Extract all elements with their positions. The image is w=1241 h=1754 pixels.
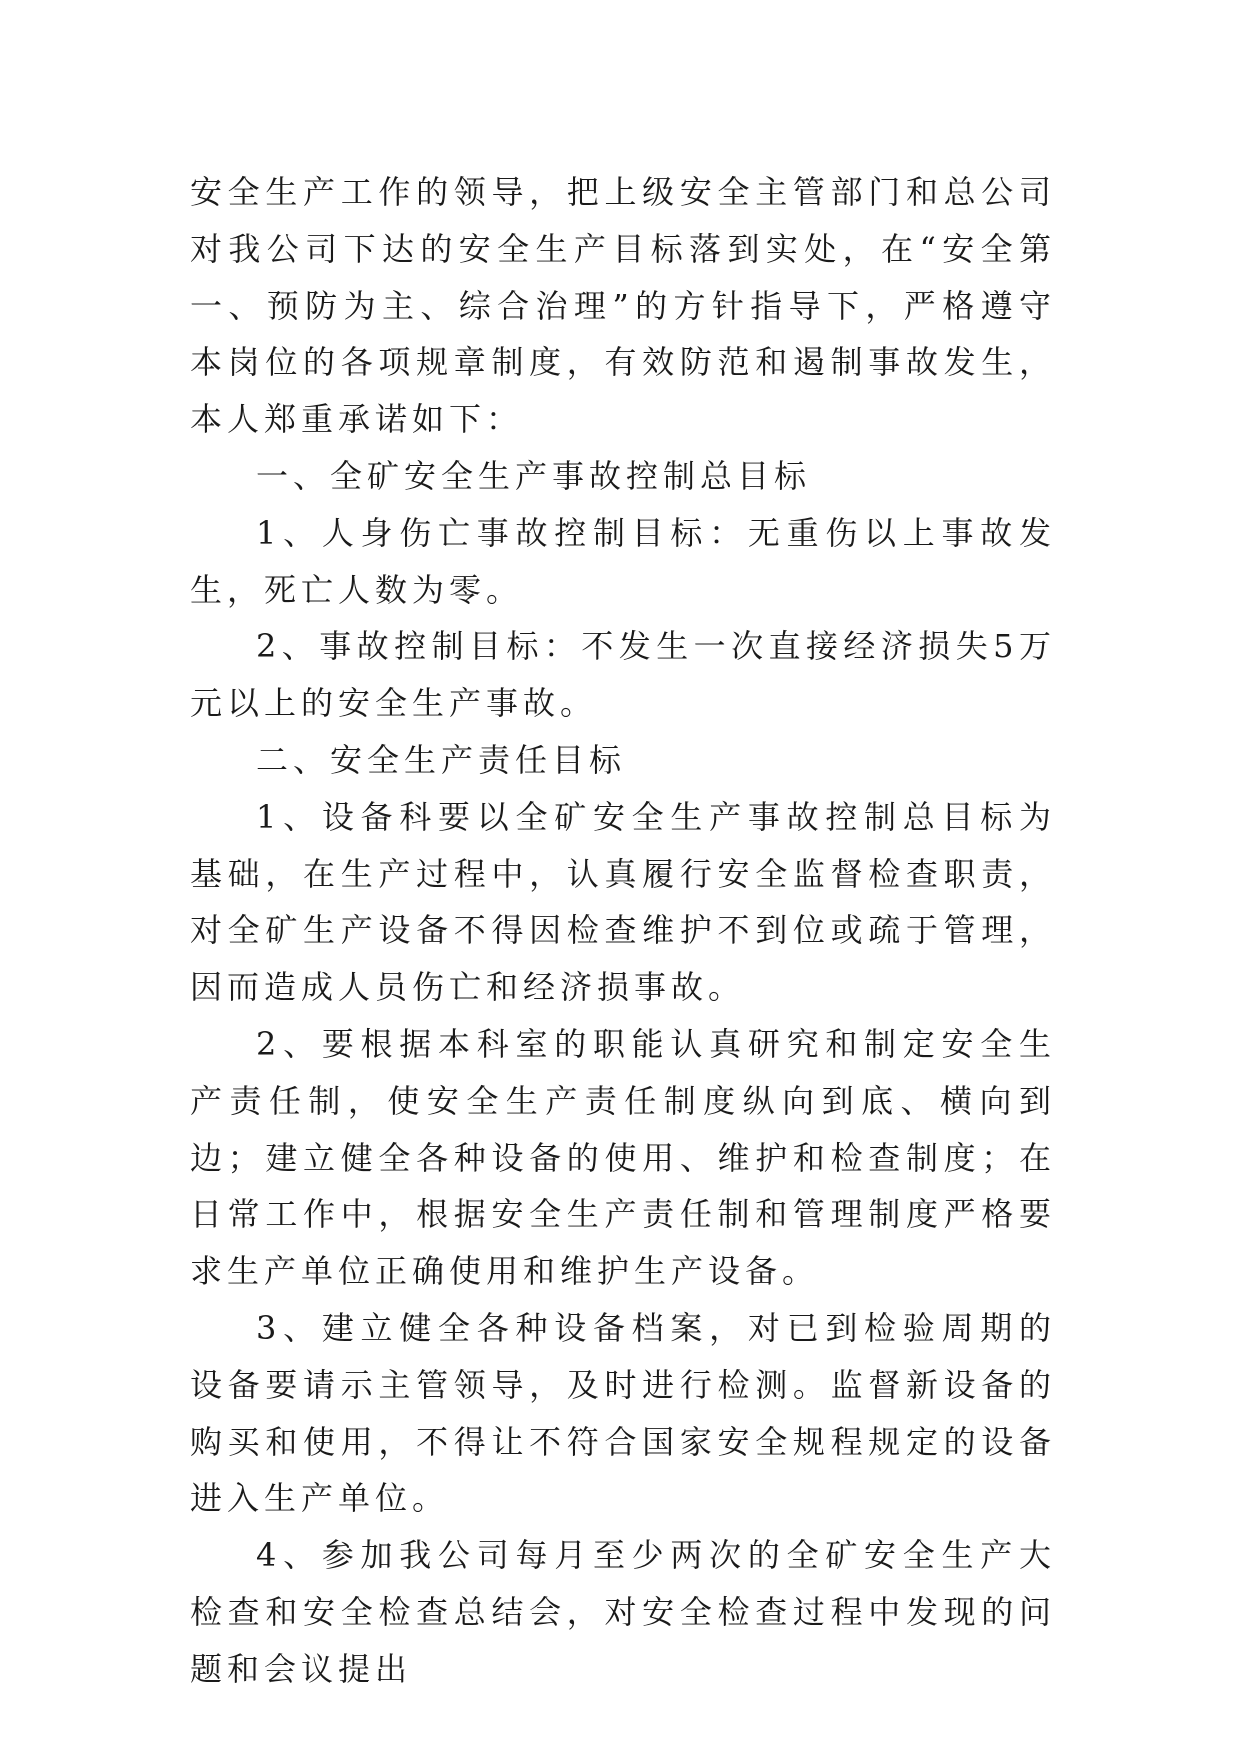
paragraph-1-1: 1、人身伤亡事故控制目标：无重伤以上事故发生，死亡人数为零。 [190, 513, 1056, 609]
paragraph-2-4: 4、参加我公司每月至少两次的全矿安全生产大检查和安全检查总结会，对安全检查过程中发现的问题和会议提出 [190, 1536, 1056, 1688]
paragraph-intro: 安全生产工作的领导，把上级安全主管部门和总公司对我公司下达的安全生产目标落到实处，在“安全第一、预防为主、综合治理”的方针指导下，严格遵守本岗位的各项规章制度，有效防范和遏制事故发生，本人郑重承诺如下： [190, 173, 1056, 439]
paragraph-2-2: 2、要根据本科室的职能认真研究和制定安全生产责任制，使安全生产责任制度纵向到底、横向到边；建立健全各种设备的使用、维护和检查制度；在日常工作中，根据安全生产责任制和管理制度严格要求生产单位正确使用和维护生产设备。 [190, 1024, 1056, 1291]
heading-section-1: 一、全矿安全生产事故控制总目标 [256, 456, 812, 495]
document-body [190, 164, 1056, 1698]
paragraph-2-3: 3、建立健全各种设备档案，对已到检验周期的设备要请示主管领导，及时进行检测。监督新设备的购买和使用，不得让不符合国家安全规程规定的设备进入生产单位。 [190, 1308, 1056, 1518]
paragraph-1-2: 2、事故控制目标：不发生一次直接经济损失5万元以上的安全生产事故。 [190, 627, 1056, 723]
paragraph-2-1: 1、设备科要以全矿安全生产事故控制总目标为基础，在生产过程中，认真履行安全监督检查职责，对全矿生产设备不得因检查维护不到位或疏于管理，因而造成人员伤亡和经济损事故。 [190, 797, 1056, 1007]
heading-section-2: 二、安全生产责任目标 [256, 740, 627, 779]
